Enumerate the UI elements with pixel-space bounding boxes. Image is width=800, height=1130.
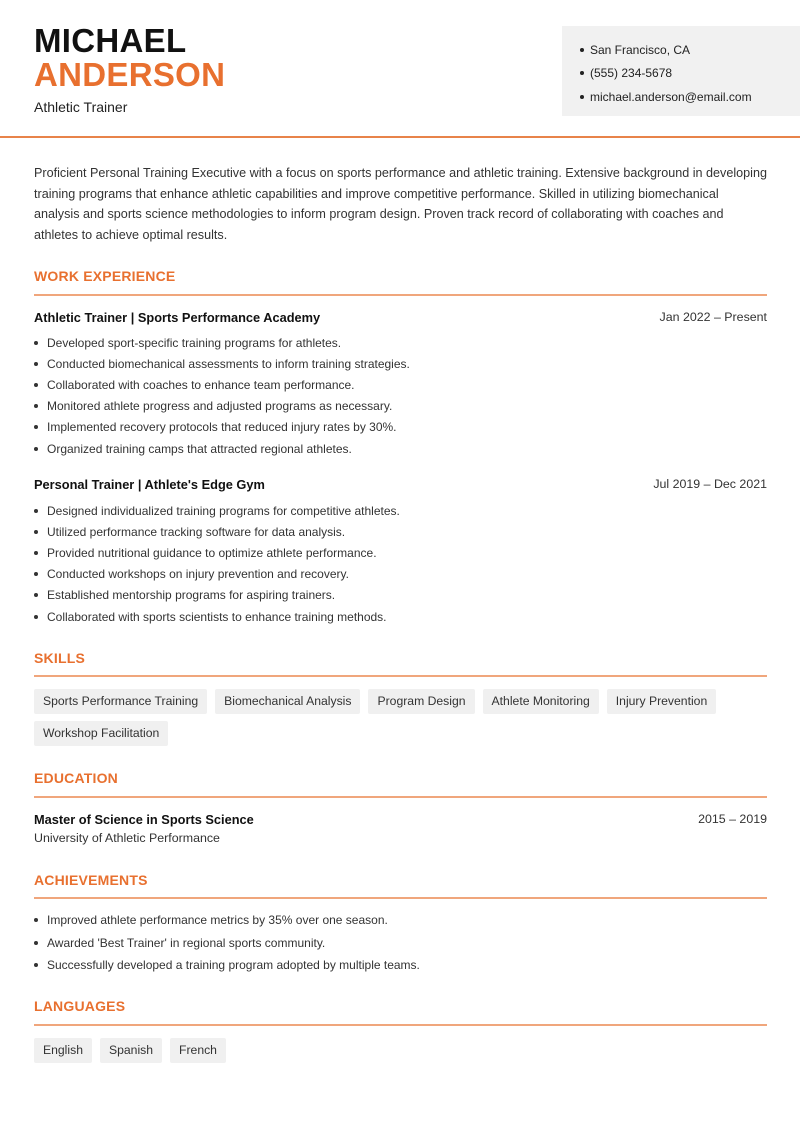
bullet-icon bbox=[34, 362, 38, 366]
job-bullets-2 bbox=[34, 500, 767, 627]
list-item bbox=[34, 585, 767, 606]
language-tag: French bbox=[170, 1038, 226, 1063]
language-tag: Spanish bbox=[100, 1038, 162, 1063]
bullet-icon bbox=[34, 509, 38, 513]
language-tag: English bbox=[34, 1038, 92, 1063]
job-header-2 bbox=[34, 477, 767, 492]
bullet-icon bbox=[34, 615, 38, 619]
bullet-text: Collaborated with sports scientists to enhance training methods. bbox=[47, 609, 387, 624]
bullet-text: Successfully developed a training program adopted by multiple teams. bbox=[47, 958, 420, 973]
bullet-text: Designed individualized training programs for competitive athletes. bbox=[47, 503, 400, 518]
contact-phone bbox=[580, 62, 800, 86]
last-name: ANDERSON bbox=[34, 56, 226, 93]
bullet-icon bbox=[34, 593, 38, 597]
section-divider bbox=[34, 897, 767, 899]
bullet-icon bbox=[34, 425, 38, 429]
job-bullets-1 bbox=[34, 332, 767, 459]
achievements-heading: ACHIEVEMENTS bbox=[34, 872, 148, 888]
location-text: San Francisco, CA bbox=[590, 42, 691, 57]
bullet-text: Organized training camps that attracted regional athletes. bbox=[47, 441, 352, 456]
list-item bbox=[34, 932, 767, 955]
contact-email[interactable] bbox=[580, 85, 800, 109]
education-heading: EDUCATION bbox=[34, 770, 118, 786]
bullet-icon bbox=[34, 551, 38, 555]
bullet-icon bbox=[34, 572, 38, 576]
list-item bbox=[34, 353, 767, 374]
section-divider bbox=[34, 1024, 767, 1026]
skill-tag: Injury Prevention bbox=[607, 689, 716, 714]
list-item bbox=[34, 909, 767, 932]
skill-tag: Sports Performance Training bbox=[34, 689, 207, 714]
bullet-text: Collaborated with coaches to enhance team performance. bbox=[47, 377, 355, 392]
bullet-icon bbox=[34, 404, 38, 408]
list-item bbox=[34, 500, 767, 521]
skill-tag: Program Design bbox=[368, 689, 474, 714]
section-divider bbox=[34, 675, 767, 677]
job-dates: Jan 2022 – Present bbox=[659, 310, 767, 324]
list-item bbox=[34, 542, 767, 563]
bullet-icon bbox=[34, 447, 38, 451]
bullet-icon bbox=[34, 530, 38, 534]
bullet-text: Implemented recovery protocols that reduced injury rates by 30%. bbox=[47, 420, 397, 435]
achievements-list bbox=[34, 909, 767, 977]
list-item bbox=[34, 396, 767, 417]
skill-tag: Biomechanical Analysis bbox=[215, 689, 360, 714]
skill-tag: Athlete Monitoring bbox=[483, 689, 599, 714]
bullet-text: Awarded 'Best Trainer' in regional sports community. bbox=[47, 935, 326, 950]
education-header bbox=[34, 812, 767, 827]
bullet-text: Developed sport-specific training programs for athletes. bbox=[47, 335, 342, 350]
bullet-icon bbox=[580, 48, 584, 52]
resume-header bbox=[0, 0, 800, 138]
list-item bbox=[34, 564, 767, 585]
work-experience-heading: WORK EXPERIENCE bbox=[34, 268, 176, 284]
email-text[interactable]: michael.anderson@email.com bbox=[590, 89, 752, 104]
bullet-text: Provided nutritional guidance to optimize athlete performance. bbox=[47, 545, 377, 560]
skill-tag: Workshop Facilitation bbox=[34, 721, 168, 746]
list-item bbox=[34, 438, 767, 459]
job-header-1 bbox=[34, 310, 767, 325]
list-item bbox=[34, 417, 767, 438]
skills-list bbox=[34, 689, 767, 753]
contact-box bbox=[562, 26, 800, 116]
phone-text: (555) 234-5678 bbox=[590, 66, 673, 81]
list-item bbox=[34, 954, 767, 977]
job-role: Personal Trainer | Athlete's Edge Gym bbox=[34, 477, 265, 492]
bullet-text: Conducted biomechanical assessments to inform training strategies. bbox=[47, 356, 410, 371]
bullet-icon bbox=[34, 963, 38, 967]
section-divider bbox=[34, 796, 767, 798]
list-item bbox=[34, 374, 767, 395]
education-dates: 2015 – 2019 bbox=[698, 812, 767, 826]
bullet-text: Monitored athlete progress and adjusted programs as necessary. bbox=[47, 399, 393, 414]
list-item bbox=[34, 606, 767, 627]
school-name: University of Athletic Performance bbox=[34, 831, 220, 845]
languages-list bbox=[34, 1038, 767, 1070]
bullet-icon bbox=[34, 918, 38, 922]
job-dates: Jul 2019 – Dec 2021 bbox=[653, 477, 767, 491]
list-item bbox=[34, 521, 767, 542]
job-role: Athletic Trainer | Sports Performance Academy bbox=[34, 310, 321, 325]
bullet-text: Established mentorship programs for aspiring trainers. bbox=[47, 588, 336, 603]
bullet-icon bbox=[580, 71, 584, 75]
bullet-text: Improved athlete performance metrics by 35% over one season. bbox=[47, 913, 388, 928]
list-item bbox=[34, 332, 767, 353]
skills-heading: SKILLS bbox=[34, 650, 85, 666]
bullet-icon bbox=[34, 383, 38, 387]
first-name: MICHAEL bbox=[34, 22, 187, 59]
bullet-icon bbox=[34, 941, 38, 945]
bullet-text: Utilized performance tracking software for data analysis. bbox=[47, 524, 346, 539]
bullet-icon bbox=[34, 341, 38, 345]
bullet-icon bbox=[580, 95, 584, 99]
bullet-text: Conducted workshops on injury prevention and recovery. bbox=[47, 567, 349, 582]
degree-title: Master of Science in Sports Science bbox=[34, 812, 254, 827]
job-title: Athletic Trainer bbox=[34, 99, 128, 115]
contact-location bbox=[580, 38, 800, 62]
professional-summary: Proficient Personal Training Executive with a focus on sports performance and athletic training. Extensive background in developing training programs that enhance athletic capabilities and improve competitive performance. Skilled in utilizing biomechanical analysis and sports science methodologies to inform program design. Proven track record of collaborating with coaches and athletes to achieve optimal results. bbox=[34, 166, 767, 242]
section-divider bbox=[34, 294, 767, 296]
languages-heading: LANGUAGES bbox=[34, 998, 126, 1014]
